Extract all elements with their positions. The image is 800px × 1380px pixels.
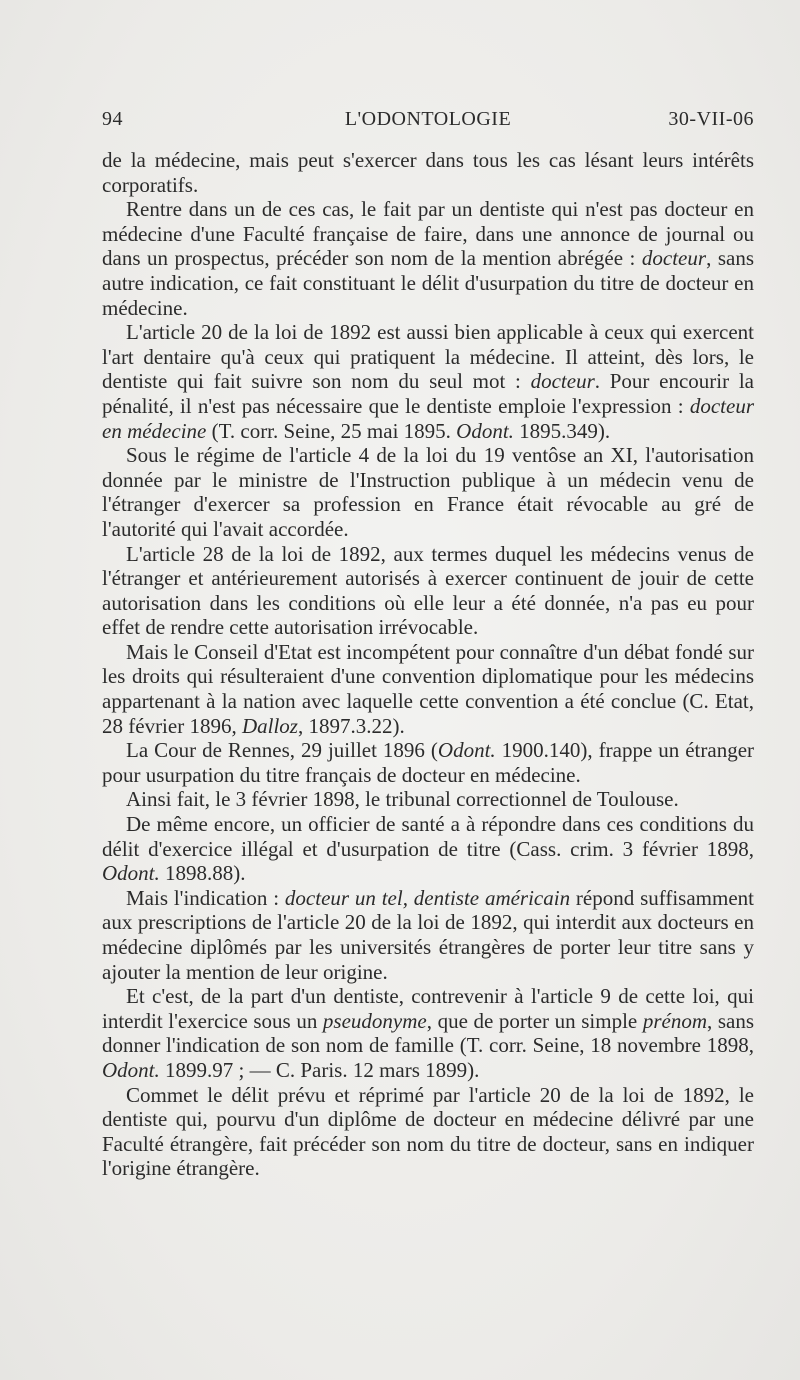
paragraph-text: Sous le régime de l'article 4 de la loi du 19 ventôse an XI, l'autorisation donnée par le ministre de l'Instruction publique à un médecin venu de l'étranger d'exercer sa profession en France était révocable au gré de l'autorité qui l'avait accordée. xyxy=(102,443,754,541)
italic-text: Odont. xyxy=(456,418,514,443)
paragraph-text: 1899.97 ; — C. Paris. 12 mars 1899). xyxy=(159,1057,480,1082)
paragraph-text: La Cour de Rennes, 29 juillet 1896 ( xyxy=(126,738,438,763)
paragraph-text: de la médecine, mais peut s'exercer dans tous les cas lésant leurs intérêts corporatifs. xyxy=(102,148,754,197)
body-text xyxy=(102,148,754,1181)
italic-text: Odont. xyxy=(102,1057,160,1082)
paragraph-text: De même encore, un officier de santé a à répondre dans ces conditions du délit d'exercice illégal et d'usurpation de titre (Cass. crim. 3 février 1898, xyxy=(102,812,754,861)
paragraph xyxy=(102,787,754,812)
paragraph-text: Et c'est, de la part d'un dentiste, contrevenir à l'article 9 de cette loi, qui interdit l'exercice sous un xyxy=(102,984,754,1033)
italic-text: pseudonyme xyxy=(322,1008,427,1033)
paragraph xyxy=(102,984,754,1082)
paragraph-text: Mais le Conseil d'Etat est incompétent pour connaître d'un débat fondé sur les droits qui résulteraient d'une convention diplomatique pour les médecins appartenant à la nation avec laquelle cette convention a été conclue (C. Etat, 28 février 1896, xyxy=(102,639,754,738)
paragraph xyxy=(102,148,754,197)
italic-text: Odont. xyxy=(437,738,496,763)
paragraph-text: , que de porter un simple xyxy=(426,1008,643,1033)
italic-text: Dalloz xyxy=(241,713,298,738)
italic-text: docteur xyxy=(530,369,595,394)
paragraph-text: (T. corr. Seine, 25 mai 1895. xyxy=(206,418,457,443)
paragraph-text: , sans donner l'indication de son nom de famille (T. corr. Seine, 18 novembre 1898, xyxy=(102,1008,755,1058)
paragraph xyxy=(102,886,754,984)
paragraph xyxy=(102,640,754,738)
italic-text: Odont. xyxy=(102,861,160,886)
paragraph-text: , 1897.3.22). xyxy=(297,713,405,738)
running-title: L'ODONTOLOGIE xyxy=(344,108,512,130)
paragraph xyxy=(102,320,754,443)
paragraph xyxy=(102,812,754,886)
italic-text: docteur xyxy=(641,246,707,271)
paragraph-text: Commet le délit prévu et réprimé par l'article 20 de la loi de 1892, le dentiste qui, pourvu d'un diplôme de docteur en médecine délivré par une Faculté étrangère, fait précéder son nom du titre de docteur, sans en indiquer l'origine étrangère. xyxy=(102,1082,754,1181)
paragraph-text: 1895.349). xyxy=(513,418,611,443)
issue-date: 30-VII-06 xyxy=(668,108,754,130)
paragraph xyxy=(102,197,754,320)
paragraph xyxy=(102,542,754,640)
italic-text: prénom xyxy=(642,1008,707,1033)
paragraph-text: . Pour encourir la pénalité, il n'est pas nécessaire que le dentiste emploie l'expression : xyxy=(102,369,754,418)
page-header xyxy=(102,108,754,138)
paragraph-text: répond suffisamment aux prescriptions de l'article 20 de la loi de 1892, qui interdit aux docteurs en médecine diplômés par les universités étrangères de porter leur titre sans y ajouter la mention de leur origine. xyxy=(102,885,754,984)
paragraph-text: Rentre dans un de ces cas, le fait par un dentiste qui n'est pas docteur en médecine d'une Faculté française de faire, dans une annonce de journal ou dans un prospectus, précéder son nom de la mention abrégée : xyxy=(102,197,754,271)
paragraph xyxy=(102,1083,754,1181)
italic-text: docteur en médecine xyxy=(102,393,754,443)
paragraph-text: 1898.88). xyxy=(159,861,246,886)
paragraph-text: Mais l'indication : xyxy=(126,885,285,910)
paragraph-text: Ainsi fait, le 3 février 1898, le tribunal correctionnel de Toulouse. xyxy=(126,787,679,812)
page-number: 94 xyxy=(102,108,123,130)
paragraph xyxy=(102,443,754,541)
paragraph-text: , sans autre indication, ce fait constituant le délit d'usurpation du titre de docteur en médecine. xyxy=(102,246,754,320)
paragraph xyxy=(102,738,754,787)
paragraph-text: L'article 20 de la loi de 1892 est aussi bien applicable à ceux qui exercent l'art dentaire qu'à ceux qui pratiquent la médecine. Il atteint, dès lors, le dentiste qui fait suivre son nom du seul mot : xyxy=(102,320,754,394)
paragraph-text: L'article 28 de la loi de 1892, aux termes duquel les médecins venus de l'étranger et antérieurement autorisés à exercer continuent de jouir de cette autorisation dans les conditions où elle leur a été donnée, n'a pas eu pour effet de rendre cette autorisation irrévocable. xyxy=(102,541,754,640)
paragraph-text: 1900.140), frappe un étranger pour usurpation du titre français de docteur en médecine. xyxy=(102,738,755,787)
italic-text: docteur un tel, dentiste américain xyxy=(284,885,571,910)
